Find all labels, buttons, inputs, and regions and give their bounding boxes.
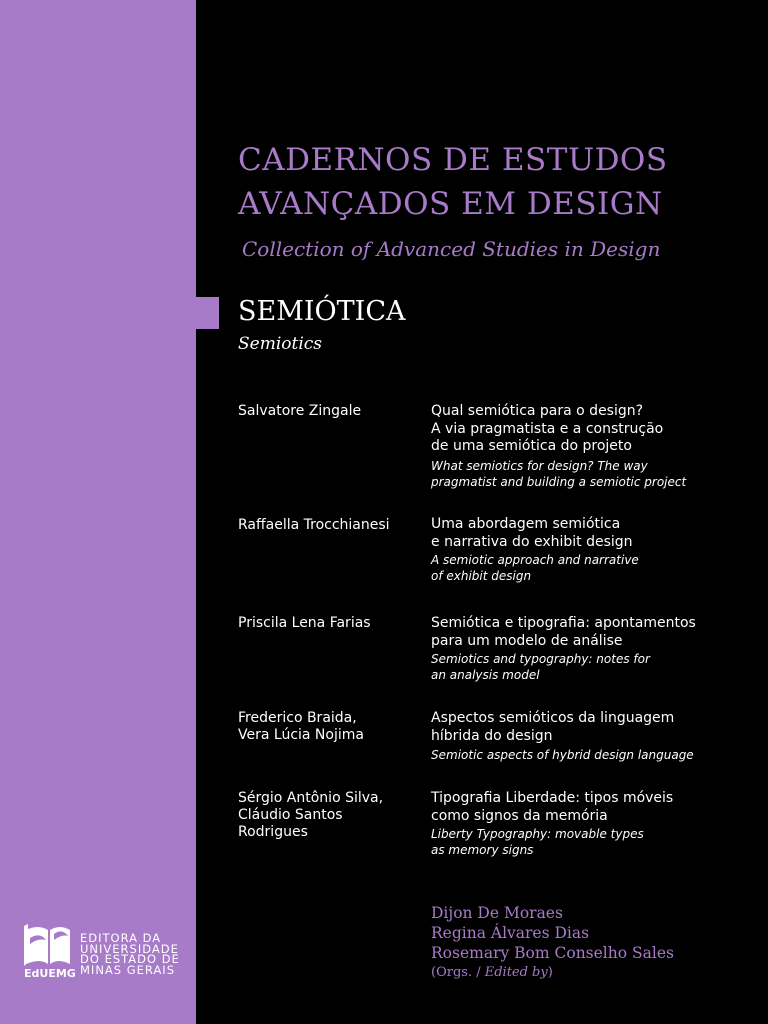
article-title-en — [431, 459, 686, 490]
publisher-line: EDITORA DA — [80, 931, 162, 945]
editors-note-close: ) — [547, 965, 553, 980]
editor-name: Dijon De Moraes — [431, 904, 563, 922]
publisher-line: UNIVERSIDADE — [80, 941, 179, 956]
title-line: Uma abordagem semiótica — [431, 516, 621, 532]
title-en-line: of exhibit design — [431, 568, 532, 583]
article-title — [431, 516, 633, 551]
section-marker — [196, 297, 219, 329]
title-en-line: pragmatist and building a semiotic project — [431, 474, 687, 489]
article-author — [238, 517, 390, 534]
author-name: Frederico Braida, — [238, 710, 357, 726]
editors-note — [431, 963, 674, 983]
title-line: A via pragmatista e a construção — [431, 420, 664, 437]
author-name: Cláudio Santos — [238, 807, 343, 823]
title-en-line: Liberty Typography: movable types — [431, 827, 644, 841]
article-title-en — [431, 652, 650, 683]
author-name: Salvatore Zingale — [238, 403, 362, 419]
publisher-name: EdUEMG — [24, 967, 76, 980]
article-title-en — [431, 553, 639, 584]
article-title-en — [431, 748, 694, 764]
title-line: e narrativa do exhibit design — [431, 533, 633, 550]
article-author — [238, 710, 364, 744]
author-name: Sérgio Antônio Silva, — [238, 790, 384, 806]
title-en-line: What semiotics for design? The way — [431, 459, 648, 473]
title-en-line: A semiotic approach and narrative — [431, 553, 639, 567]
section-title-en: Semiotics — [238, 334, 323, 354]
title-en-line: an analysis model — [431, 667, 540, 682]
article-author — [238, 790, 383, 841]
publisher-line: MINAS GERAIS — [80, 962, 175, 977]
title-en-line: Semiotics and typography: notes for — [431, 652, 650, 666]
title-line: para um modelo de análise — [431, 632, 623, 649]
author-name: Vera Lúcia Nojima — [238, 727, 364, 743]
collection-subtitle: Collection of Advanced Studies in Design — [242, 237, 661, 261]
article-title — [431, 790, 673, 825]
title-line: híbrida do design — [431, 727, 553, 744]
title-line: de uma semiótica do projeto — [431, 438, 632, 454]
article-title — [431, 403, 663, 456]
publisher-line: DO ESTADO DE — [80, 952, 180, 967]
collection-title-line1: CADERNOS DE ESTUDOS — [238, 142, 668, 178]
editors-note-orgs: (Orgs. / — [431, 965, 485, 980]
editors-note-edited-by: Edited by — [484, 965, 548, 980]
author-name: Rodrigues — [238, 824, 308, 840]
article-author — [238, 615, 371, 632]
author-name: Raffaella Trocchianesi — [238, 517, 390, 533]
editors-block — [431, 903, 674, 983]
title-en-line: as memory signs — [431, 842, 534, 857]
editor-name: Rosemary Bom Conselho Sales — [431, 944, 674, 962]
article-title — [431, 615, 696, 650]
title-line: Aspectos semióticos da linguagem — [431, 710, 675, 726]
author-name: Priscila Lena Farias — [238, 615, 371, 631]
title-line: Semiótica e tipografia: apontamentos — [431, 615, 696, 631]
title-line: Qual semiótica para o design? — [431, 403, 644, 419]
title-line: Tipografia Liberdade: tipos móveis — [431, 790, 674, 806]
section-title: SEMIÓTICA — [238, 296, 406, 327]
left-color-band — [0, 0, 196, 1024]
title-en-line: Semiotic aspects of hybrid design language — [431, 748, 694, 762]
article-author — [238, 403, 361, 420]
article-title-en — [431, 827, 644, 858]
collection-title-line2: AVANÇADOS EM DESIGN — [238, 186, 663, 222]
publisher-text — [80, 933, 180, 975]
editor-name: Regina Álvares Dias — [431, 924, 590, 942]
article-title — [431, 710, 674, 745]
title-line: como signos da memória — [431, 807, 608, 824]
